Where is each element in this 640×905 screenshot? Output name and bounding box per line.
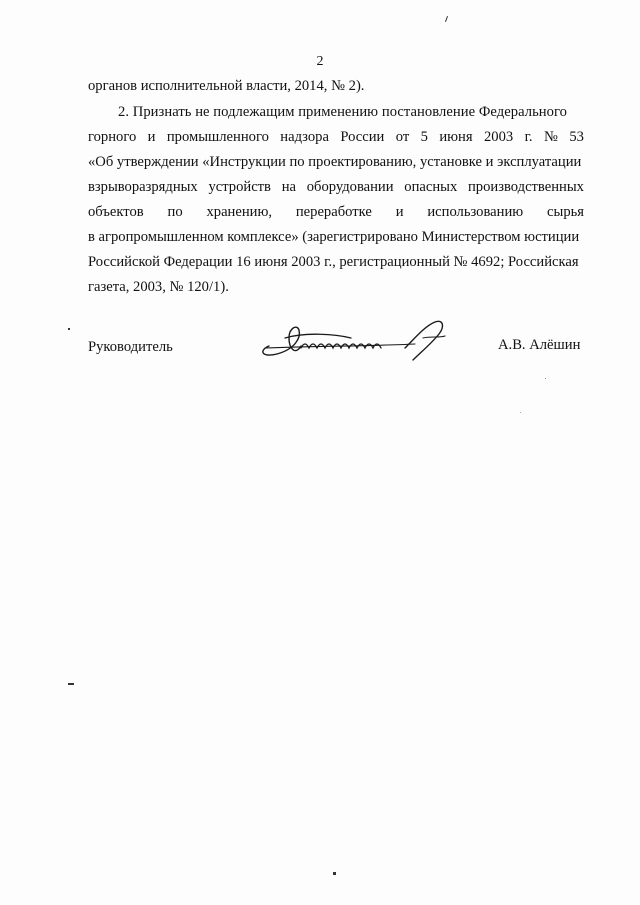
body-line-7: в агропромышленном комплексе» (зарегистрировано Министерством юстиции — [88, 229, 580, 245]
line-2-text-wrap — [118, 103, 584, 121]
body-line-5 — [88, 178, 584, 196]
line-2-text: 2. Признать не подлежащим применению постановление Федерального — [118, 104, 568, 120]
justified-word: горного — [88, 129, 137, 145]
justified-word: хранению, — [206, 204, 273, 220]
scan-artifact — [68, 328, 70, 330]
scan-artifact — [445, 16, 448, 22]
handwritten-signature — [255, 316, 455, 364]
justified-word: переработке — [295, 204, 372, 220]
body-line-1: органов исполнительной власти, 2014, № 2). — [88, 78, 365, 94]
justified-word: оборудовании — [306, 179, 394, 195]
scan-artifact — [520, 412, 521, 413]
justified-word: надзора — [280, 129, 329, 145]
justified-word: и — [147, 129, 156, 145]
body-line-4: «Об утверждении «Инструкции по проектированию, установке и эксплуатации — [88, 154, 582, 170]
body-line-2 — [118, 103, 584, 121]
justified-word: и — [395, 204, 404, 220]
justified-word: по — [167, 204, 183, 220]
justified-word: г. — [524, 129, 533, 145]
page-number: 2 — [316, 54, 324, 69]
justified-word: сырья — [547, 204, 584, 220]
body-line-9: газета, 2003, № 120/1). — [88, 279, 229, 295]
justified-word: объектов — [88, 204, 144, 220]
justified-word: производственных — [468, 179, 584, 195]
body-line-8: Российской Федерации 16 июня 2003 г., регистрационный № 4692; Российская — [88, 254, 579, 270]
justified-word: июня — [439, 129, 473, 145]
body-line-3 — [88, 128, 584, 146]
justified-word: № — [544, 129, 558, 145]
justified-word: промышленного — [166, 129, 269, 145]
justified-word: 5 — [420, 129, 428, 145]
justified-word: опасных — [404, 179, 458, 195]
justified-word: России — [340, 129, 385, 145]
justified-word: устройств — [208, 179, 271, 195]
scan-artifact — [545, 378, 546, 379]
signer-position-label: Руководитель — [88, 339, 173, 355]
body-line-6 — [88, 203, 584, 221]
justified-word: 53 — [569, 129, 584, 145]
justified-word: использованию — [427, 204, 524, 220]
justified-word: взрыворазрядных — [88, 179, 198, 195]
justified-word: от — [395, 129, 410, 145]
signer-name: А.В. Алёшин — [498, 337, 581, 353]
scan-artifact — [68, 683, 74, 685]
justified-word: на — [281, 179, 296, 195]
justified-word: 2003 — [484, 129, 514, 145]
scan-artifact — [333, 872, 336, 875]
